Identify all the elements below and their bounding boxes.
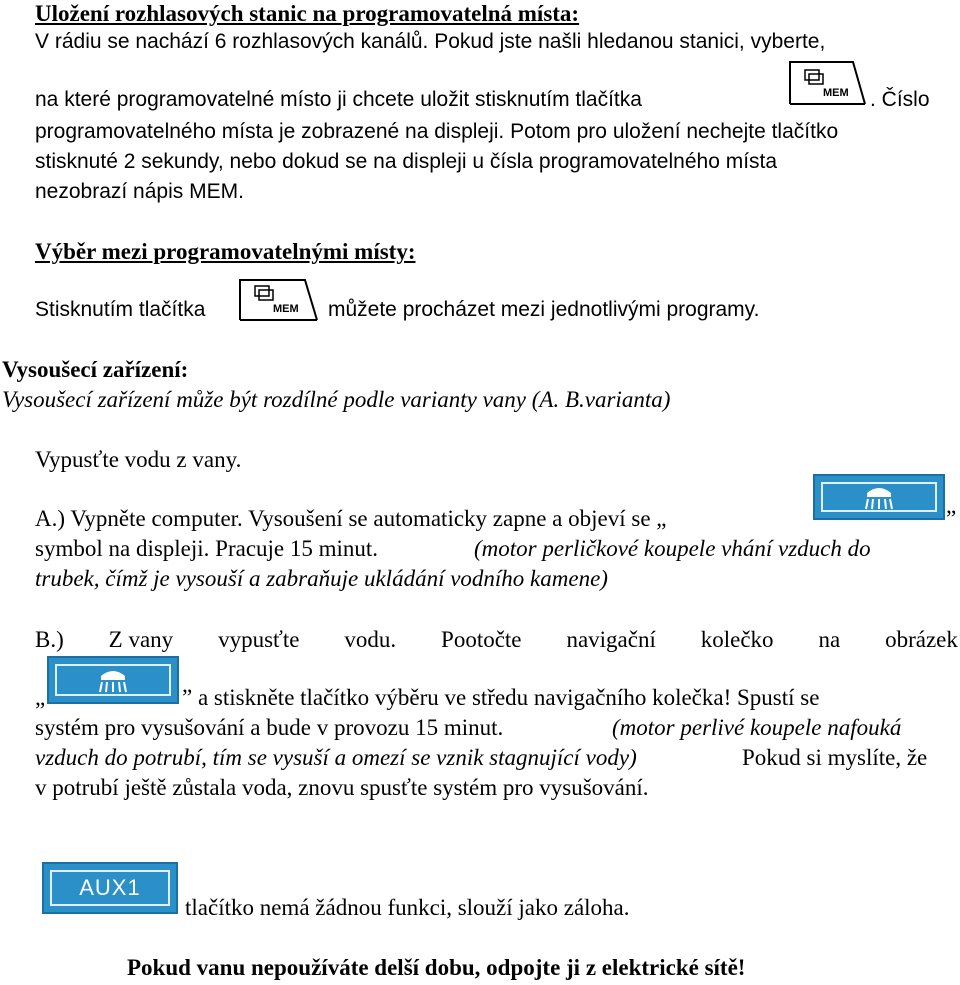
word: kolečko (700, 627, 774, 652)
paragraph-line-justified (35, 626, 958, 654)
word: navigační (566, 627, 656, 652)
paragraph-line: tlačítko nemá žádnou funkci, slouží jako záloha. (185, 895, 630, 920)
paragraph-line: (motor perlivé koupele nafouká (612, 715, 902, 740)
word: obrázek (885, 627, 958, 652)
paragraph-line: . Číslo (870, 88, 930, 111)
paragraph-line: stisknuté 2 sekundy, nebo dokud se na displeji u čísla programovatelného místa (35, 150, 778, 173)
word: vypusťte (218, 627, 300, 652)
word: Z vany (108, 627, 174, 652)
section-heading-memory: Uložení rozhlasových stanic na programovatelná místa: (35, 1, 580, 26)
aux1-label: AUX1 (50, 870, 170, 906)
dryer-display-icon (813, 474, 945, 520)
paragraph-line: (motor perličkové koupele vhání vzduch do (474, 536, 871, 561)
paragraph-line: Vypusťte vodu z vany. (35, 447, 242, 472)
word: Pootočte (441, 627, 522, 652)
paragraph-line: Stisknutím tlačítka (35, 298, 206, 321)
word: vodu. (344, 627, 397, 652)
word: na (818, 627, 841, 652)
section-heading-dryer: Vysoušecí zařízení: (2, 357, 189, 382)
aux1-display-icon (42, 862, 178, 914)
paragraph-line: vzduch do potrubí, tím se vysuší a omezí se vznik stagnující vody) (35, 745, 637, 770)
paragraph-line: Pokud si myslíte, že (742, 745, 928, 770)
paragraph-line: A.) Vypněte computer. Vysoušení se automaticky zapne a objeví se „ (35, 506, 667, 531)
paragraph-line: na které programovatelné místo ji chcete uložit stisknutím tlačítka (35, 88, 642, 111)
paragraph-line: ” (946, 506, 957, 531)
mem-button-icon (237, 276, 319, 324)
section-heading-selection: Výběr mezi programovatelnými místy: (35, 239, 416, 264)
paragraph-line: ” a stiskněte tlačítko výběru ve středu navigačního kolečka! Spustí se (182, 685, 820, 710)
paragraph-line: „ (35, 685, 46, 710)
paragraph-line: symbol na displeji. Pracuje 15 minut. (35, 536, 379, 561)
paragraph-line: v potrubí ještě zůstala voda, znovu spusťte systém pro vysušování. (35, 775, 649, 800)
word: B.) (35, 627, 64, 652)
mem-button-icon (787, 58, 867, 108)
dryer-display-icon (47, 656, 179, 704)
paragraph-line: trubek, čímž je vysouší a zabraňuje ukládání vodního kamene) (35, 566, 608, 591)
section-subtitle: Vysoušecí zařízení může být rozdílné podle varianty vany (A. B.varianta) (2, 387, 671, 412)
paragraph-line: programovatelného místa je zobrazené na displeji. Potom pro uložení nechejte tlačítko (35, 120, 839, 143)
paragraph-line: V rádiu se nachází 6 rozhlasových kanálů. Pokud jste našli hledanou stanici, vyberte, (35, 30, 826, 53)
svg-text:MEM: MEM (823, 87, 849, 99)
paragraph-line: systém pro vysušování a bude v provozu 15 minut. (35, 715, 504, 740)
paragraph-line: nezobrazí nápis MEM. (35, 180, 244, 203)
svg-text:MEM: MEM (273, 303, 299, 315)
warning-text: Pokud vanu nepoužíváte delší dobu, odpojte ji z elektrické sítě! (127, 955, 746, 980)
paragraph-line: můžete procházet mezi jednotlivými programy. (328, 298, 760, 321)
